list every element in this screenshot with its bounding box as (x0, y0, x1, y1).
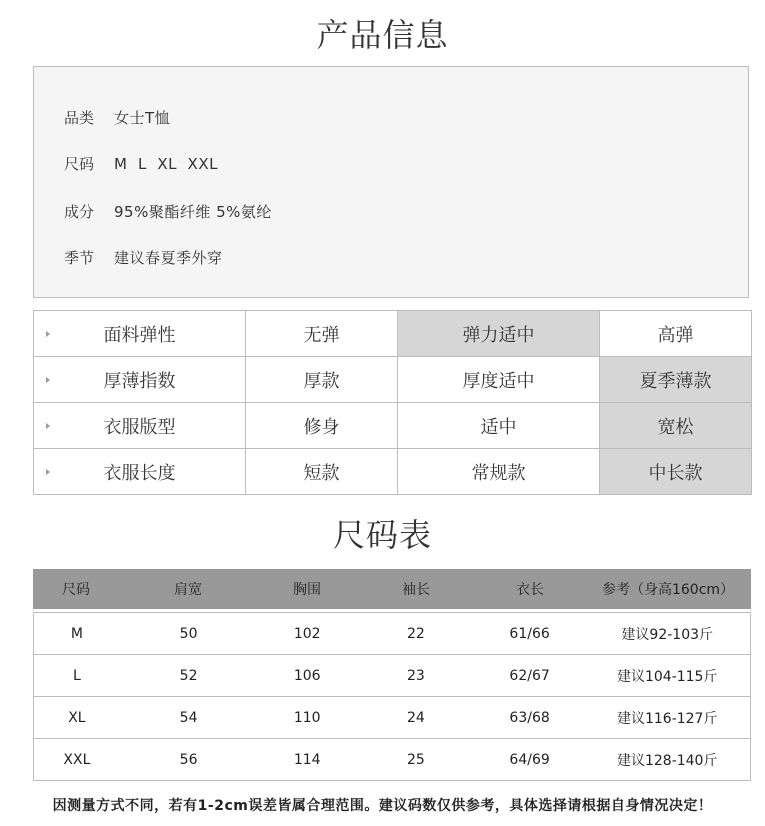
info-label: 品类 (64, 109, 95, 127)
info-row-material (64, 201, 272, 222)
property-name-cell (34, 357, 246, 403)
table-cell: 62/67 (509, 667, 550, 684)
header-cell: 参考（身高160cm） (601, 582, 735, 598)
header-cell: 袖长 (402, 582, 430, 598)
table-cell: M (70, 625, 83, 642)
info-value: 95%聚酯纤维 5%氨纶 (114, 203, 272, 221)
info-value: 女士T恤 (114, 109, 171, 127)
property-option: 修身 (246, 403, 398, 449)
table-row (34, 697, 750, 739)
size-table-header (33, 569, 751, 609)
property-option: 常规款 (398, 449, 600, 495)
table-cell: 建议116-127斤 (616, 710, 718, 727)
size-table-body (33, 612, 751, 781)
table-cell: L (72, 667, 81, 684)
table-cell: 建议128-140斤 (616, 752, 718, 769)
table-cell: XXL (63, 751, 91, 768)
property-name: 衣服版型 (103, 416, 176, 438)
triangle-bullet-icon (46, 331, 50, 337)
triangle-bullet-icon (46, 469, 50, 475)
table-row (34, 613, 750, 655)
property-row-length (34, 449, 752, 495)
table-cell: 56 (179, 751, 198, 768)
header-cell: 肩宽 (174, 582, 202, 598)
property-row-elasticity (34, 311, 752, 357)
size-table (33, 569, 751, 781)
info-value: M L XL XXL (114, 155, 218, 173)
property-option: 厚度适中 (398, 357, 600, 403)
table-cell: 50 (179, 625, 198, 642)
info-label: 季节 (64, 249, 95, 267)
header-cell: 衣长 (516, 582, 544, 598)
info-label: 成分 (64, 203, 95, 221)
header-cell: 尺码 (62, 582, 90, 598)
property-name-cell (34, 403, 246, 449)
table-cell: 114 (293, 751, 321, 768)
measurement-note: 因测量方式不同，若有1-2cm误差皆属合理范围。建议码数仅供参考，具体选择请根据自身情况决定！ (52, 798, 713, 814)
table-cell: XL (68, 709, 86, 726)
product-info-title: 产品信息 (316, 16, 449, 54)
property-row-thickness (34, 357, 752, 403)
header-cell: 胸围 (293, 582, 321, 598)
table-cell: 52 (179, 667, 198, 684)
property-option-selected: 夏季薄款 (600, 357, 752, 403)
property-name-cell (34, 311, 246, 357)
table-cell: 106 (293, 667, 321, 684)
info-row-season (64, 247, 223, 268)
table-cell: 建议92-103斤 (621, 626, 714, 643)
property-row-fit (34, 403, 752, 449)
size-chart-title: 尺码表 (332, 516, 432, 554)
property-name: 衣服长度 (103, 462, 176, 484)
property-table (33, 310, 752, 495)
property-option-selected: 中长款 (600, 449, 752, 495)
property-option: 高弹 (600, 311, 752, 357)
property-name: 厚薄指数 (103, 370, 176, 392)
table-cell: 23 (407, 667, 425, 684)
triangle-bullet-icon (46, 423, 50, 429)
table-cell: 110 (293, 709, 321, 726)
table-cell: 63/68 (509, 709, 550, 726)
table-cell: 24 (407, 709, 425, 726)
info-value: 建议春夏季外穿 (114, 249, 223, 267)
property-option-selected: 宽松 (600, 403, 752, 449)
product-info-box (33, 66, 749, 298)
property-name-cell (34, 449, 246, 495)
table-cell: 54 (179, 709, 198, 726)
table-cell: 22 (407, 625, 425, 642)
property-option: 短款 (246, 449, 398, 495)
info-row-size (64, 153, 218, 174)
property-option: 厚款 (246, 357, 398, 403)
table-cell: 建议104-115斤 (616, 668, 718, 685)
table-cell: 102 (293, 625, 321, 642)
property-option: 无弹 (246, 311, 398, 357)
info-row-category (64, 107, 170, 128)
table-row (34, 655, 750, 697)
property-option: 适中 (398, 403, 600, 449)
info-label: 尺码 (64, 155, 95, 173)
property-name: 面料弹性 (103, 324, 176, 346)
table-cell: 25 (407, 751, 425, 768)
triangle-bullet-icon (46, 377, 50, 383)
property-option-selected: 弹力适中 (398, 311, 600, 357)
table-row (34, 739, 750, 780)
table-cell: 61/66 (509, 625, 550, 642)
table-cell: 64/69 (509, 751, 550, 768)
